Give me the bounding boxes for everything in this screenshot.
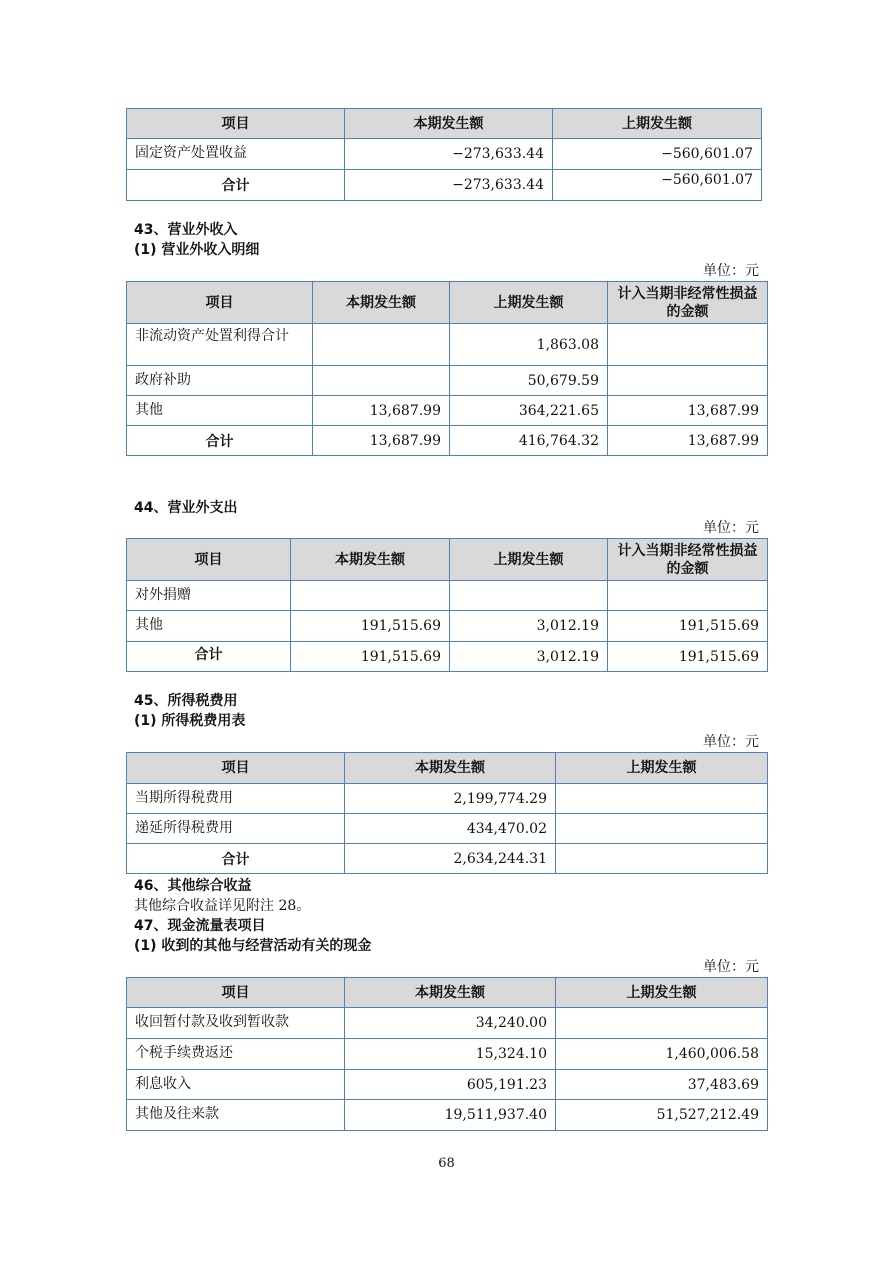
cell-current: 434,470.02: [345, 814, 556, 844]
unit-label-47: 单位：元: [703, 959, 759, 975]
cell-nonrecurring: 191,515.69: [608, 642, 768, 672]
cell-previous: −560,601.07: [553, 170, 762, 201]
header-current: 本期发生额: [345, 109, 553, 139]
page-number: 68: [438, 1156, 455, 1171]
header-previous: 上期发生额: [556, 753, 768, 784]
row-label: 其他: [127, 396, 313, 426]
table-other-operating-cash-received: [126, 977, 768, 1131]
row-label: 当期所得税费用: [127, 784, 345, 814]
cell-previous: 416,764.32: [450, 426, 608, 456]
cell-nonrecurring: [608, 581, 768, 611]
header-item: 项目: [127, 978, 345, 1008]
section-text-46: 其他综合收益详见附注 28。: [134, 898, 311, 914]
row-label: 其他及往来款: [127, 1100, 345, 1131]
unit-label-44: 单位：元: [703, 520, 759, 536]
table-row: [127, 1008, 768, 1039]
cell-nonrecurring: 191,515.69: [608, 611, 768, 642]
header-previous: 上期发生额: [556, 978, 768, 1008]
unit-label-43: 单位：元: [703, 263, 759, 279]
cell-current: [313, 366, 450, 396]
table-row: [127, 324, 768, 366]
header-current: 本期发生额: [345, 753, 556, 784]
cell-nonrecurring: 13,687.99: [608, 426, 768, 456]
header-nonrecurring: 计入当期非经常性损益的金额: [608, 539, 768, 581]
cell-previous: 50,679.59: [450, 366, 608, 396]
row-label: 合计: [127, 170, 345, 201]
cell-nonrecurring: [608, 324, 768, 366]
cell-previous: 51,527,212.49: [556, 1100, 768, 1131]
table-row: [127, 784, 768, 814]
table-row-total: [127, 844, 768, 874]
table-row: [127, 1039, 768, 1070]
cell-previous: [450, 581, 608, 611]
cell-current: 34,240.00: [345, 1008, 556, 1039]
cell-previous: 1,863.08: [450, 324, 608, 366]
cell-current: 2,634,244.31: [345, 844, 556, 874]
cell-nonrecurring: [608, 366, 768, 396]
row-label: 合计: [127, 642, 291, 672]
table-row: [127, 814, 768, 844]
section-title-44: 44、营业外支出: [134, 500, 238, 516]
cell-previous: [556, 784, 768, 814]
row-label: 合计: [127, 426, 313, 456]
cell-previous: [556, 1008, 768, 1039]
section-title-46: 46、其他综合收益: [134, 878, 252, 894]
cell-current: 13,687.99: [313, 396, 450, 426]
table-row: [127, 611, 768, 642]
cell-current: 191,515.69: [291, 611, 450, 642]
row-label: 合计: [127, 844, 345, 874]
cell-previous: 3,012.19: [450, 611, 608, 642]
cell-previous: 364,221.65: [450, 396, 608, 426]
row-label: 政府补助: [127, 366, 313, 396]
unit-label-45: 单位：元: [703, 734, 759, 750]
table-row-total: [127, 426, 768, 456]
header-item: 项目: [127, 109, 345, 139]
header-previous: 上期发生额: [450, 539, 608, 581]
table-row: [127, 366, 768, 396]
header-nonrecurring: 计入当期非经常性损益的金额: [608, 282, 768, 324]
header-current: 本期发生额: [313, 282, 450, 324]
header-item: 项目: [127, 539, 291, 581]
table-non-operating-income: [126, 281, 768, 456]
section-subtitle-43: (1) 营业外收入明细: [134, 242, 260, 258]
section-title-43: 43、营业外收入: [134, 222, 238, 238]
cell-current: 191,515.69: [291, 642, 450, 672]
header-item: 项目: [127, 282, 313, 324]
table-non-operating-expense: [126, 538, 768, 672]
row-label: 个税手续费返还: [127, 1039, 345, 1070]
header-current: 本期发生额: [291, 539, 450, 581]
table-row-total: [127, 642, 768, 672]
table-row: [127, 1100, 768, 1131]
header-previous: 上期发生额: [450, 282, 608, 324]
table-row: [127, 139, 762, 170]
row-label: 利息收入: [127, 1070, 345, 1100]
cell-previous: 37,483.69: [556, 1070, 768, 1100]
table-asset-disposal-income: [126, 108, 762, 201]
row-label: 固定资产处置收益: [127, 139, 345, 170]
section-subtitle-45: (1) 所得税费用表: [134, 713, 246, 729]
cell-current: −273,633.44: [345, 170, 553, 201]
cell-previous: −560,601.07: [553, 139, 762, 170]
table-row: [127, 1070, 768, 1100]
cell-current: 2,199,774.29: [345, 784, 556, 814]
row-label: 对外捐赠: [127, 581, 291, 611]
row-label: 非流动资产处置利得合计: [127, 324, 313, 366]
cell-previous: [556, 844, 768, 874]
cell-previous: 1,460,006.58: [556, 1039, 768, 1070]
row-label: 其他: [127, 611, 291, 642]
cell-previous: 3,012.19: [450, 642, 608, 672]
section-title-45: 45、所得税费用: [134, 693, 238, 709]
cell-current: −273,633.44: [345, 139, 553, 170]
row-label: 收回暂付款及收到暂收款: [127, 1008, 345, 1039]
table-income-tax-expense: [126, 752, 768, 874]
cell-previous: [556, 814, 768, 844]
cell-current: [313, 324, 450, 366]
cell-current: [291, 581, 450, 611]
row-label: 递延所得税费用: [127, 814, 345, 844]
table-row-total: [127, 170, 762, 201]
cell-current: 605,191.23: [345, 1070, 556, 1100]
cell-current: 15,324.10: [345, 1039, 556, 1070]
cell-nonrecurring: 13,687.99: [608, 396, 768, 426]
header-item: 项目: [127, 753, 345, 784]
table-row: [127, 581, 768, 611]
section-title-47: 47、现金流量表项目: [134, 918, 266, 934]
cell-current: 19,511,937.40: [345, 1100, 556, 1131]
cell-current: 13,687.99: [313, 426, 450, 456]
table-row: [127, 396, 768, 426]
header-current: 本期发生额: [345, 978, 556, 1008]
header-previous: 上期发生额: [553, 109, 762, 139]
section-subtitle-47: (1) 收到的其他与经营活动有关的现金: [134, 938, 372, 954]
